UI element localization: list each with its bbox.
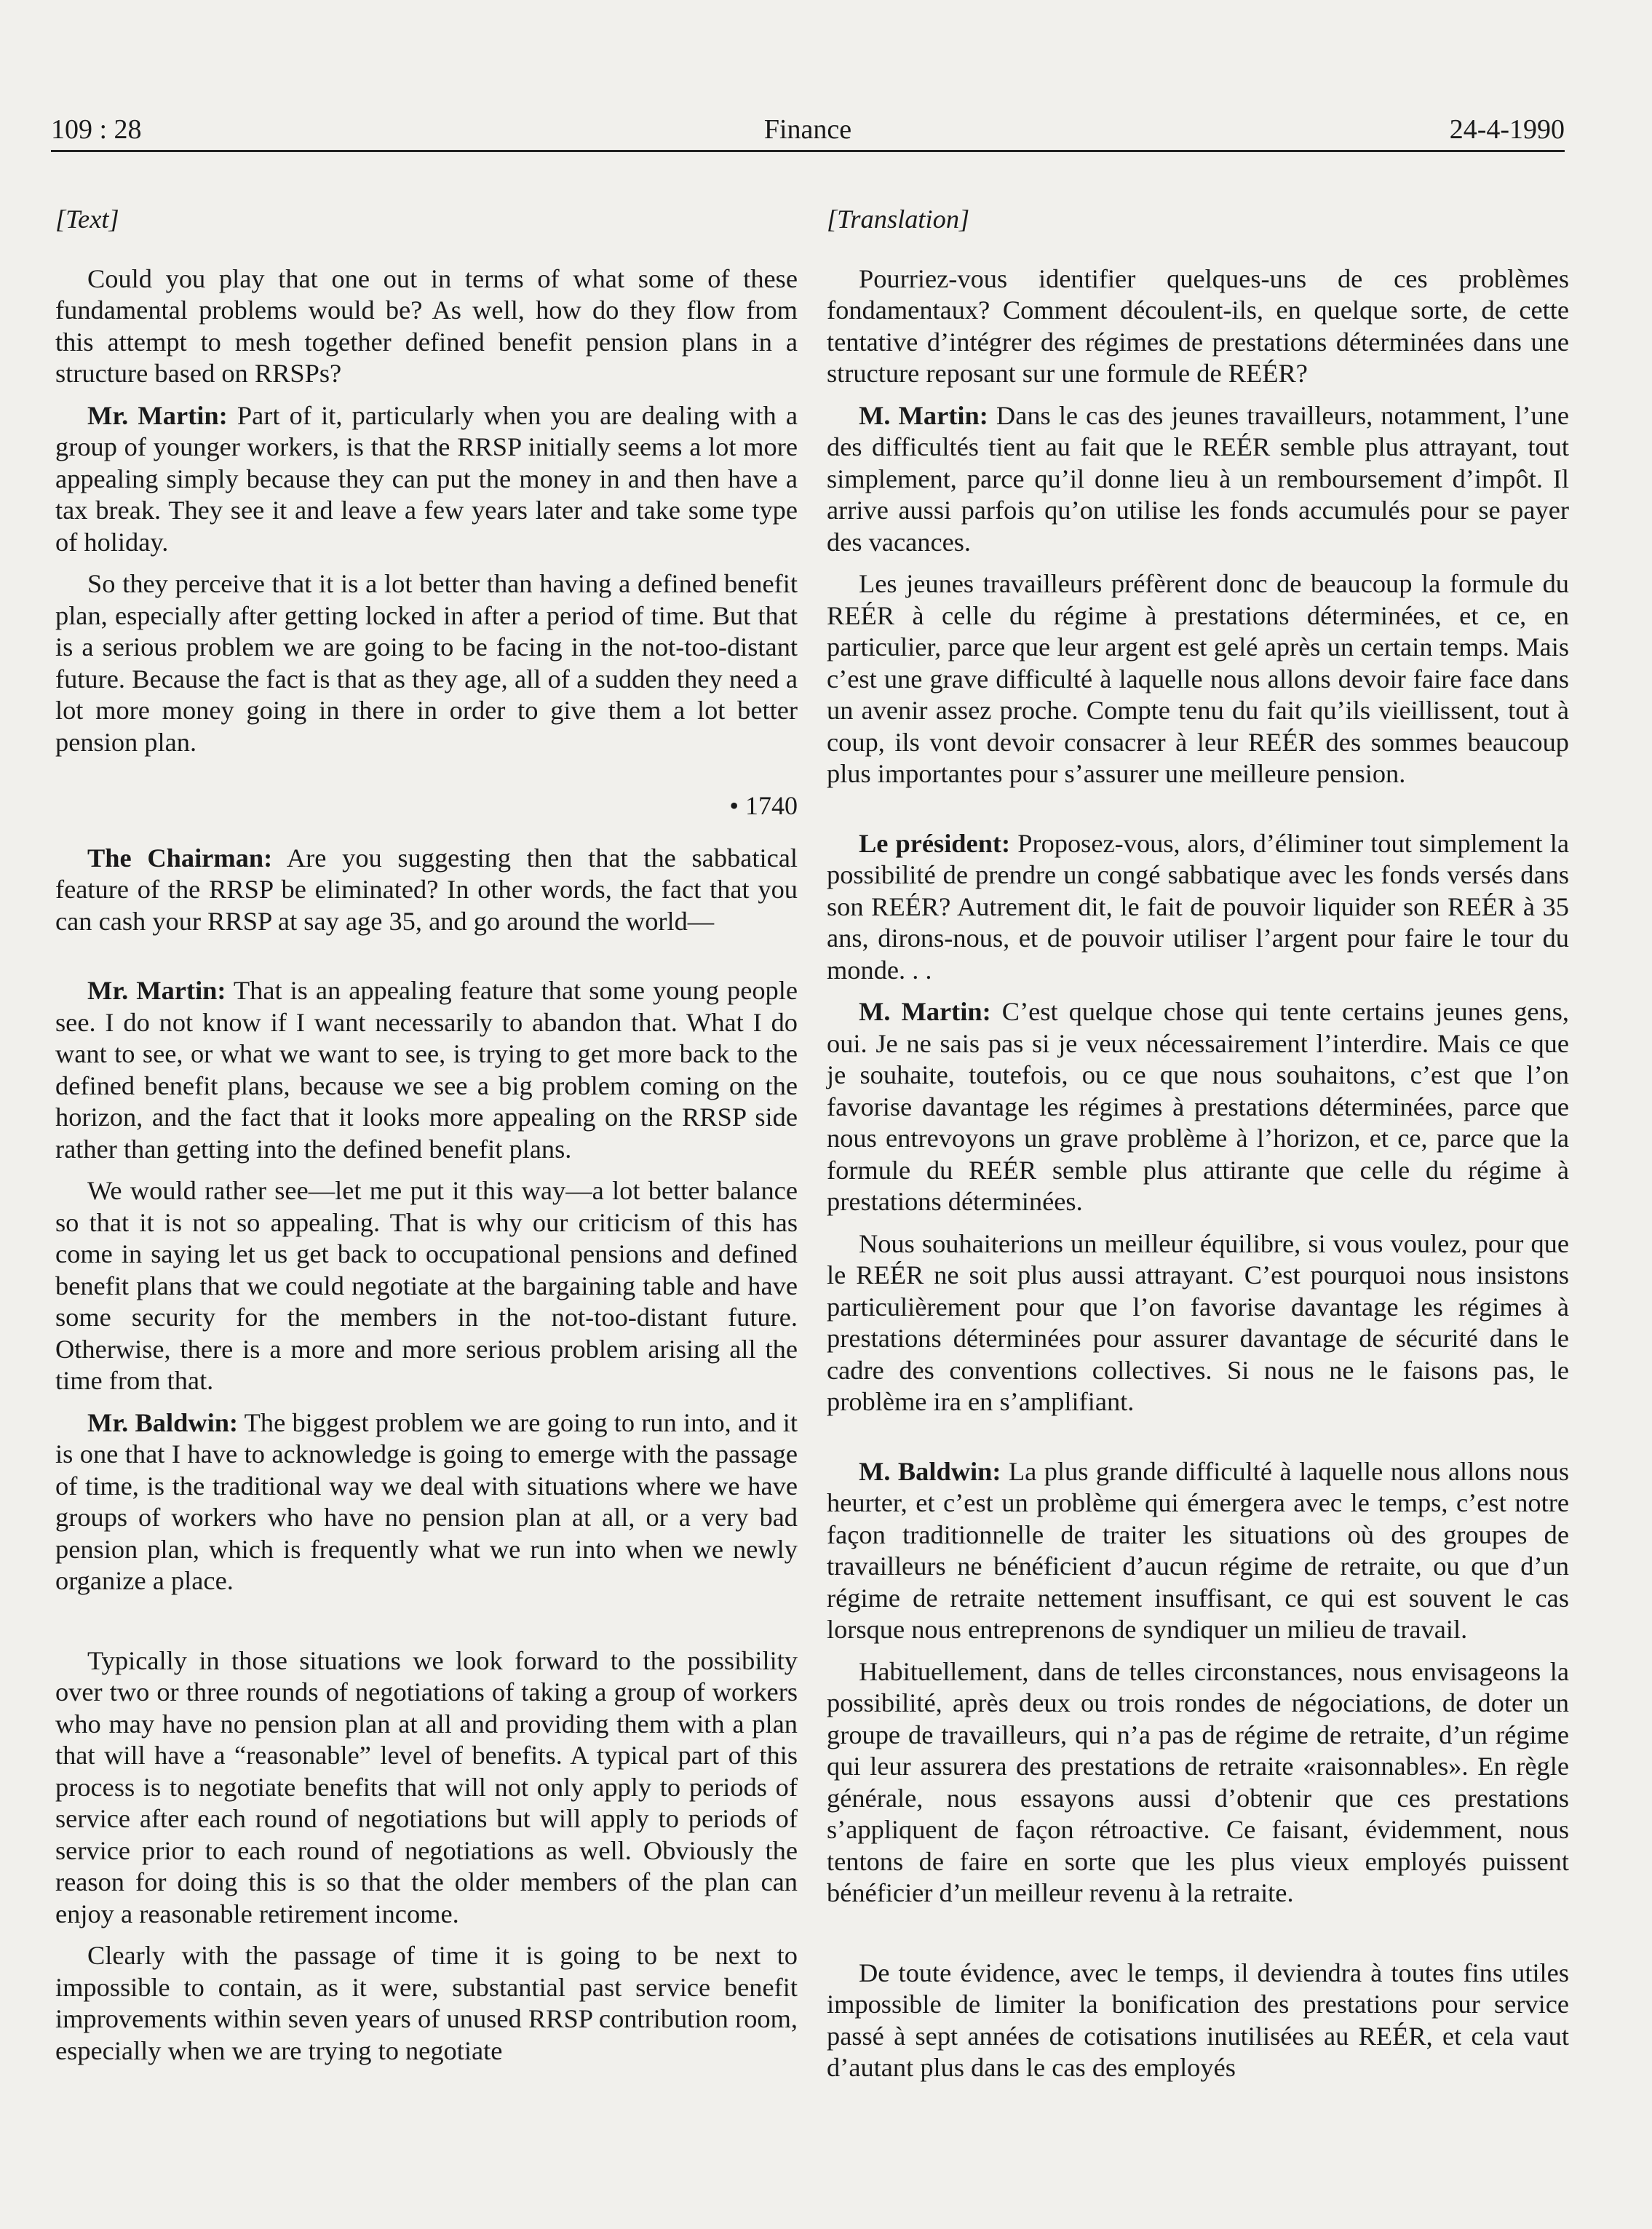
committee-name: Finance (763, 114, 852, 145)
french-column (827, 204, 1569, 2084)
paragraph (55, 843, 798, 938)
paragraph (55, 1407, 798, 1597)
paragraph: Could you play that one out in terms of what some of these fundamental problems would be? As well, how do they flow from this attempt to mesh together defined benefit pension plans in a structure based on RRSPs? (55, 263, 798, 388)
speech-text: The biggest problem we are going to run into, and it is one that I have to acknowledge is going to emerge with the passage of time, is the traditional way we deal with situations where we have groups of workers who have no pension plan at all, or a very bad pension plan, which is frequently what we run into when we newly organize a place. (55, 1407, 798, 1595)
english-column (55, 204, 798, 2067)
paragraph: So they perceive that it is a lot better than having a defined benefit plan, especially after getting locked in after a period of time. But that is a serious problem we are going to be facing in the not-too-distant future. Because the fact is that as they age, all of a sudden they need a lot more money going in there in order to give them a lot better pension plan. (55, 569, 798, 757)
speaker-name: Mr. Martin: (87, 400, 228, 430)
page-date: 24-4-1990 (1449, 114, 1565, 145)
translation-label: [Translation] (827, 204, 970, 234)
page-reference: 109 : 28 (51, 114, 142, 145)
time-marker: • 1740 (729, 791, 798, 820)
speaker-name: Le président: (859, 828, 1011, 858)
paragraph: We would rather see—let me put it this way—a lot better balance so that it is not so appealing. That is why our criticism of this has come in saying let us get back to occupational pensions and defined benefit plans that we could negotiate at the bargaining table and have some security for the members in the not-too-distant future. Otherwise, there is a more and more serious problem arising all the time from that. (55, 1176, 798, 1395)
paragraph: Les jeunes travailleurs préfèrent donc de beaucoup la formule du REÉR à celle du régime à prestations déterminées, et ce, en particulier, parce que leur argent est gelé après un certain temps. Mais c’est une grave difficulté à laquelle nous allons devoir faire face dans un avenir assez proche. Compte tenu du fait qu’ils vieillissent, tout à coup, ils vont devoir consacrer à leur REÉR des sommes beaucoup plus importantes pour s’assurer une meilleure pension. (827, 569, 1569, 788)
paragraph: Habituellement, dans de telles circonstances, nous envisageons la possibilité, après deux ou trois rondes de négociations, de doter un groupe de travailleurs, qui n’a pas de régime de retraite, d’un régime qui leur assurera des prestations de retraite «raisonnables». En règle générale, nous essayons aussi d’obtenir que ces prestations s’appliquent de façon rétroactive. Ce faisant, évidemment, nous tentons de faire en sorte que les plus vieux employés puissent bénéficier d’un meilleur revenu à la retraite. (827, 1656, 1569, 1907)
speech-text: La plus grande difficulté à laquelle nous allons nous heurter, et c’est un problème qui émergera avec le temps, c’est notre façon traditionnelle de traiter les situations où des groupes de travailleurs ne bénéficient d’aucun régime de retraite, ou que d’un régime de retraite nettement insuffisant, ce qui est souvent le cas lorsque nous entreprenons de syndiquer un milieu de travail. (827, 1456, 1570, 1644)
paragraph (827, 828, 1569, 987)
paragraph: Pourriez-vous identifier quelques-uns de ces problèmes fondamentaux? Comment découlent-ils, en quelque sorte, de cette tentative d’intégrer des régimes de prestations déterminées dans une structure reposant sur une formule de REÉR? (827, 263, 1569, 388)
paragraph (55, 400, 798, 559)
speaker-name: Mr. Baldwin: (87, 1407, 239, 1437)
text-label: [Text] (55, 204, 119, 234)
page-header (51, 109, 1565, 152)
speech-text: C’est quelque chose qui tente certains jeunes gens, oui. Je ne sais pas si je veux nécessairement l’interdire. Mais ce que je souhaite, toutefois, ou ce que nous souhaitons, c’est que l’on favorise davantage les régimes à prestations déterminées, parce que nous entrevoyons un grave problème à l’horizon, et ce, parce que la formule du REÉR semble plus attirante que celle du régime à prestations déterminées. (827, 997, 1569, 1216)
paragraph (827, 400, 1569, 559)
paragraph (827, 1456, 1569, 1646)
paragraph (827, 996, 1569, 1218)
speaker-name: Mr. Martin: (87, 976, 226, 1005)
paragraph: Typically in those situations we look forward to the possibility over two or three rounds of negotiations of taking a group of workers who may have no pension plan at all and providing them with a plan that will have a “reasonable” level of benefits. A typical part of this process is to negotiate benefits that will not only apply to periods of service after each round of negotiations but will apply to periods of service prior to each round of negotiations as well. Obviously the reason for doing this is so that the older members of the plan can enjoy a reasonable retirement income. (55, 1645, 798, 1928)
speaker-name: M. Martin: (859, 400, 988, 430)
speech-text: Are you suggesting then that the sabbatical feature of the RRSP be eliminated? In other words, the fact that you can cash your RRSP at say age 35, and go around the world— (55, 843, 798, 936)
speech-text: Dans le cas des jeunes travailleurs, notamment, l’une des difficultés tient au fait que le REÉR semble plus attrayant, tout simplement, parce qu’il donne lieu à un remboursement d’impôt. Il arrive aussi parfois qu’on utilise les fonds accumulés pour se payer des vacances. (827, 400, 1569, 557)
speaker-name: M. Baldwin: (859, 1456, 1001, 1486)
speaker-name: The Chairman: (87, 843, 273, 873)
speech-text: That is an appealing feature that some young people see. I do not know if I want necessarily to abandon that. What I do want to see, or what we want to see, is trying to get more back to the defined benefit plans, because we see a big problem coming on the horizon, and the fact that it looks more appealing on the RRSP side rather than getting into the defined benefit plans. (55, 976, 798, 1164)
speech-text: Part of it, particularly when you are dealing with a group of younger workers, is that the RRSP initially seems a lot more appealing simply because they can put the money in and then have a tax break. They see it and leave a few years later and take some type of holiday. (55, 400, 798, 557)
paragraph: De toute évidence, avec le temps, il deviendra à toutes fins utiles impossible de limiter la bonification des prestations pour service passé à sept années de cotisations inutilisées au REÉR, et cela vaut d’autant plus dans le cas des employés (827, 1958, 1569, 2082)
paragraph: Nous souhaiterions un meilleur équilibre, si vous voulez, pour que le REÉR ne soit plus aussi attrayant. C’est pourquoi nous insistons particulièrement pour que l’on favorise davantage les régimes à prestations déterminées pour assurer davantage de sécurité dans le cadre des conventions collectives. Si nous ne le faisons pas, le problème ira en s’amplifiant. (827, 1228, 1569, 1416)
speech-text: Proposez-vous, alors, d’éliminer tout simplement la possibilité de prendre un congé sabbatique avec les fonds versés dans son REÉR? Autrement dit, le fait de pouvoir liquider son REÉR à 35 ans, dirons-nous, et de pouvoir utiliser l’argent pour faire le tour du monde. . . (827, 828, 1569, 985)
speaker-name: M. Martin: (859, 997, 991, 1026)
paragraph (55, 975, 798, 1165)
paragraph: Clearly with the passage of time it is going to be next to impossible to contain, as it were, substantial past service benefit improvements within seven years of unused RRSP contribution room, especially when we are trying to negotiate (55, 1941, 798, 2065)
